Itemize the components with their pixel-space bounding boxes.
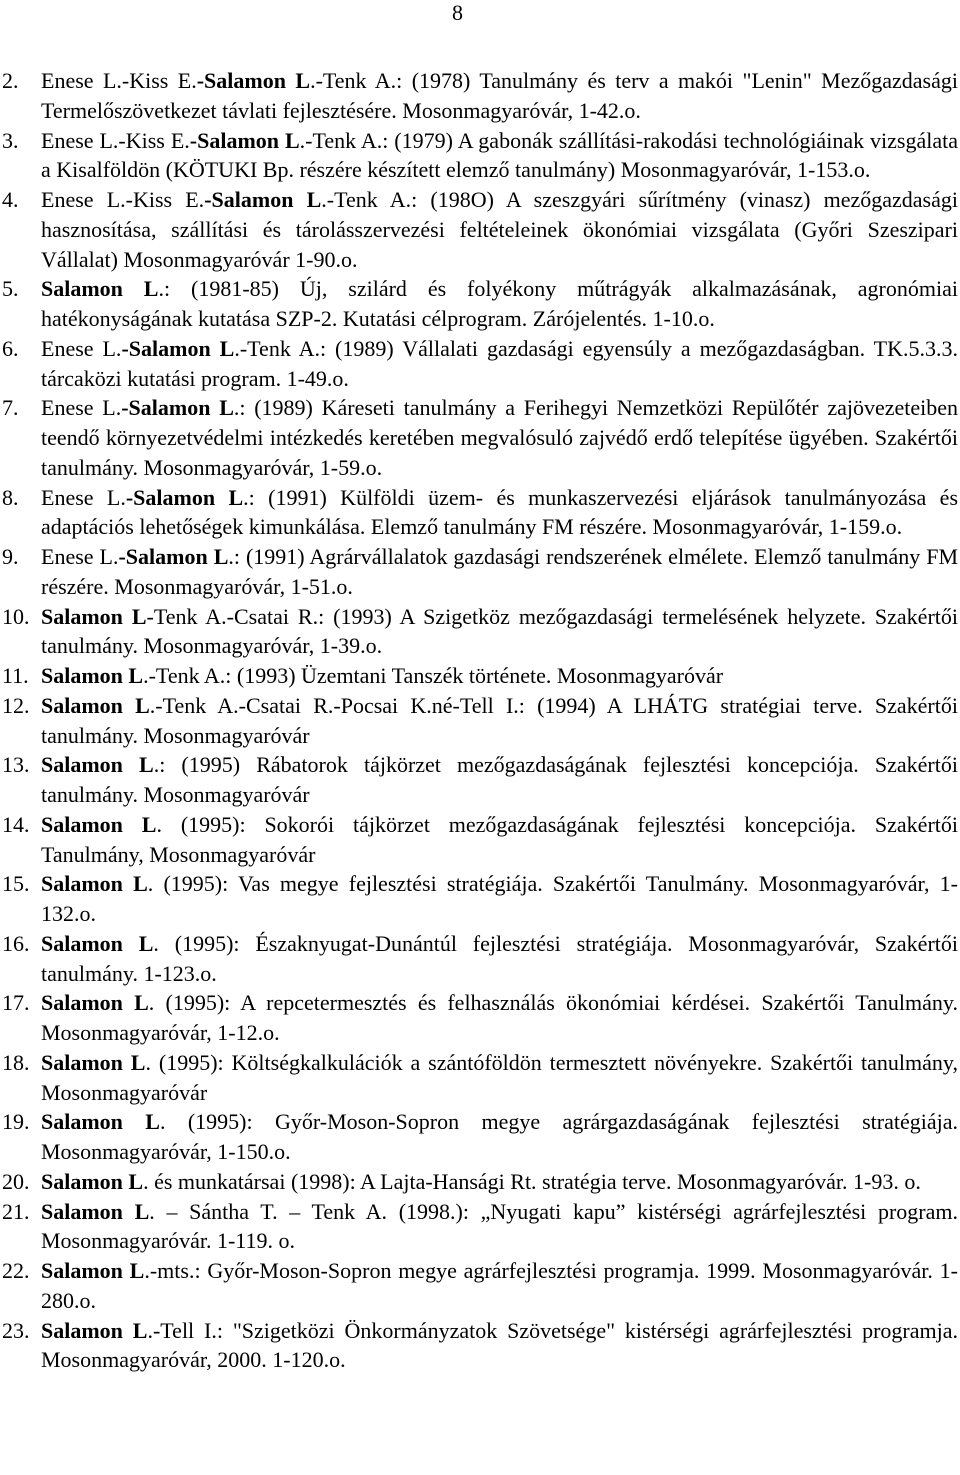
reference-number: 18. <box>2 1049 30 1075</box>
reference-segment: Enese L.-Kiss E. <box>41 68 197 93</box>
reference-segment: . és munkatársai (1998): A Lajta-Hansági Rt. stratégia terve. Mosonmagyaróvár. 1-93. o. <box>143 1168 921 1194</box>
reference-number: 20. <box>2 1168 30 1194</box>
reference-segment: .: (1991) Külföldi üzem- és munkaszervezési eljárások tanulmányozása és adaptációs lehetőségek kimunkálása. Elemző tanulmány FM részére. Mosonmagyaróvár, 1-159.o. <box>41 484 959 540</box>
reference-item <box>0 66 960 126</box>
reference-item <box>0 1316 960 1376</box>
reference-number: 15. <box>2 871 30 897</box>
reference-segment: Enese L.-Kiss E. <box>41 127 190 153</box>
reference-text <box>41 604 958 659</box>
reference-segment: Enese L. <box>41 335 122 361</box>
reference-text <box>41 485 958 540</box>
reference-text <box>41 276 958 331</box>
reference-segment: -Tenk A.-Csatai R.: (1993) A Szigetköz mezőgazdasági termelésének helyzete. Szakértői tanulmány. Mosonmagyaróvár, 1-39.o. <box>41 603 959 659</box>
author-highlight: Salamon L <box>41 1258 145 1283</box>
reference-number: 13. <box>2 752 30 778</box>
reference-text <box>41 812 958 867</box>
reference-text <box>41 990 958 1045</box>
reference-number: 3. <box>2 127 19 153</box>
reference-segment: .-Tenk A.: (1978) Tanulmány és terv a makói "Lenin" Mezőgazdasági Termelőszövetkezet távlati fejlesztésére. Mosonmagyaróvár, 1-42.o. <box>41 68 958 123</box>
reference-number: 16. <box>2 930 30 956</box>
reference-segment: .-Tenk A.: (1989) Vállalati gazdasági egyensúly a mezőgazdaságban. TK.5.3.3. tárcaközi kutatási program. 1-49.o. <box>41 335 958 391</box>
author-highlight: -Salamon L <box>118 544 229 569</box>
reference-segment: . (1995): Költségkalkulációk a szántóföldön termesztett növényekre. Szakértői tanulmány, Mosonmagyaróvár <box>41 1049 958 1105</box>
reference-text <box>41 1199 958 1254</box>
reference-text <box>41 1318 958 1373</box>
author-highlight: -Salamon L <box>125 484 244 510</box>
reference-segment: . (1995): Győr-Moson-Sopron megye agrárgazdaságának fejlesztési stratégiája. Mosonmagyaróvár, 1-150.o. <box>41 1109 958 1164</box>
author-highlight: -Salamon L <box>204 187 322 212</box>
author-highlight: Salamon L <box>41 1168 144 1194</box>
author-highlight: Salamon L <box>41 276 159 302</box>
reference-item <box>0 393 960 482</box>
reference-item <box>0 661 960 691</box>
reference-number: 7. <box>2 395 19 421</box>
reference-item <box>0 869 960 929</box>
reference-item <box>0 1107 960 1167</box>
author-highlight: Salamon L <box>41 990 149 1016</box>
reference-text <box>41 544 958 599</box>
reference-number: 5. <box>2 276 19 302</box>
author-highlight: -Salamon L <box>121 395 234 421</box>
reference-item <box>0 1048 960 1108</box>
reference-text <box>41 1169 921 1194</box>
reference-item <box>0 274 960 334</box>
reference-segment: .-Tell I.: "Szigetközi Önkormányzatok Szövetsége" kistérségi agrárfejlesztési programja. Mosonmagyaróvár, 2000. 1-120.o. <box>41 1317 958 1373</box>
reference-segment: .-mts.: Győr-Moson-Sopron megye agrárfejlesztési programja. 1999. Mosonmagyaróvár. 1-280.o. <box>41 1258 958 1313</box>
reference-segment: .-Tenk A.: (1979) A gabonák szállítási-rakodási technológiáinak vizsgálata a Kisalföldön (KÖTUKI Bp. részére készített elemző tanulmány) Mosonmagyaróvár, 1-153.o. <box>41 127 958 183</box>
reference-list <box>0 66 960 1375</box>
reference-number: 23. <box>2 1317 30 1343</box>
reference-text <box>41 1109 958 1164</box>
reference-item <box>0 602 960 662</box>
reference-number: 4. <box>2 187 19 212</box>
reference-text <box>41 1258 958 1313</box>
author-highlight: Salamon L <box>41 692 150 718</box>
reference-segment: .: (1995) Rábatorok tájkörzet mezőgazdaságának fejlesztési koncepciója. Szakértői tanulmány. Mosonmagyaróvár <box>41 752 958 807</box>
reference-number: 6. <box>2 335 19 361</box>
reference-segment: .: (1989) Káreseti tanulmány a Ferihegyi Nemzetközi Repülőtér zajövezeteiben teendő környezetvédelmi intézkedés keretében megvalósuló zajvédő erdő telepítése ügyében. Szakértői tanulmány. Mosonmagyaróvár, 1-59.o. <box>41 395 959 480</box>
reference-text <box>41 693 958 748</box>
reference-text <box>41 128 958 183</box>
reference-text <box>41 68 958 123</box>
reference-number: 17. <box>2 990 30 1016</box>
reference-number: 12. <box>2 692 30 718</box>
author-highlight: Salamon L <box>41 1109 160 1135</box>
author-highlight: Salamon L <box>41 603 147 629</box>
reference-text <box>41 336 958 391</box>
reference-item <box>0 988 960 1048</box>
reference-number: 22. <box>2 1258 30 1283</box>
reference-text <box>41 187 958 272</box>
reference-segment: Enese L. <box>41 395 122 421</box>
reference-segment: Enese L.-Kiss E. <box>41 187 205 212</box>
reference-number: 2. <box>2 68 19 93</box>
reference-segment: .: (1981-85) Új, szilárd és folyékony műtrágyák alkalmazásának, agronómiai hatékonyságának kutatása SZP-2. Kutatási célprogram. Zárójelentés. 1-10.o. <box>41 276 958 331</box>
author-highlight: -Salamon L <box>121 335 235 361</box>
author-highlight: Salamon L <box>41 1317 148 1343</box>
reference-segment: .-Tenk A.-Csatai R.-Pocsai K.né-Tell I.: (1994) A LHÁTG stratégiai terve. Szakértői tanulmány. Mosonmagyaróvár <box>41 692 958 748</box>
reference-item <box>0 483 960 543</box>
reference-segment: Enese L. <box>41 484 126 510</box>
reference-text <box>41 395 958 480</box>
reference-number: 10. <box>2 603 30 629</box>
page-number: 8 <box>452 0 463 25</box>
reference-segment: . (1995): Északnyugat-Dunántúl fejlesztési stratégiája. Mosonmagyaróvár, Szakértői tanulmány. 1-123.o. <box>41 930 958 986</box>
reference-number: 9. <box>2 544 19 569</box>
reference-item <box>0 1167 960 1197</box>
reference-text <box>41 871 958 926</box>
reference-number: 14. <box>2 811 30 837</box>
reference-item <box>0 334 960 394</box>
author-highlight: Salamon L <box>41 871 148 897</box>
reference-segment: .-Tenk A.: (198O) A szeszgyári sűrítmény (vinasz) mezőgazdasági hasznosítása, szállítási és tárolásszervezési feltételeinek ökonómiai vizsgálata (Győri Szeszipari Vállalat) Mosonmagyaróvár 1-90.o. <box>41 187 958 272</box>
reference-segment: . (1995): A repcetermesztés és felhasználás ökonómiai kérdései. Szakértői Tanulmány. Mosonmagyaróvár, 1-12.o. <box>41 990 958 1045</box>
author-highlight: Salamon L <box>41 1198 150 1224</box>
reference-segment: . – Sántha T. – Tenk A. (1998.): „Nyugati kapu” kistérségi agrárfejlesztési program. Mosonmagyaróvár. 1-119. o. <box>41 1198 958 1254</box>
author-highlight: Salamon L <box>41 752 154 778</box>
reference-item <box>0 750 960 810</box>
reference-item <box>0 126 960 186</box>
reference-segment: . (1995): Vas megye fejlesztési stratégiája. Szakértői Tanulmány. Mosonmagyaróvár, 1-132.o. <box>41 871 958 926</box>
reference-item <box>0 185 960 274</box>
reference-text <box>41 663 723 688</box>
reference-segment: .-Tenk A.: (1993) Üzemtani Tanszék története. Mosonmagyaróvár <box>143 663 724 688</box>
reference-item <box>0 929 960 989</box>
reference-number: 21. <box>2 1198 30 1224</box>
reference-text <box>41 752 958 807</box>
reference-item <box>0 1197 960 1257</box>
reference-item <box>0 1256 960 1316</box>
author-highlight: Salamon L <box>41 811 157 837</box>
author-highlight: Salamon L <box>41 663 144 688</box>
reference-text <box>41 1050 958 1105</box>
reference-number: 8. <box>2 484 19 510</box>
reference-item <box>0 542 960 602</box>
reference-number: 19. <box>2 1109 30 1135</box>
reference-segment: Enese L. <box>41 544 119 569</box>
reference-item <box>0 691 960 751</box>
reference-number: 11. <box>2 663 29 688</box>
author-highlight: -Salamon L <box>189 127 300 153</box>
author-highlight: Salamon L <box>41 930 154 956</box>
author-highlight: -Salamon L <box>196 68 311 93</box>
author-highlight: Salamon L <box>41 1049 146 1075</box>
reference-item <box>0 810 960 870</box>
reference-text <box>41 931 958 986</box>
reference-segment: .: (1991) Agrárvállalatok gazdasági rendszerének elmélete. Elemző tanulmány FM részére. Mosonmagyaróvár, 1-51.o. <box>41 544 959 599</box>
reference-segment: . (1995): Sokorói tájkörzet mezőgazdaságának fejlesztési koncepciója. Szakértői Tanulmány, Mosonmagyaróvár <box>41 811 958 867</box>
